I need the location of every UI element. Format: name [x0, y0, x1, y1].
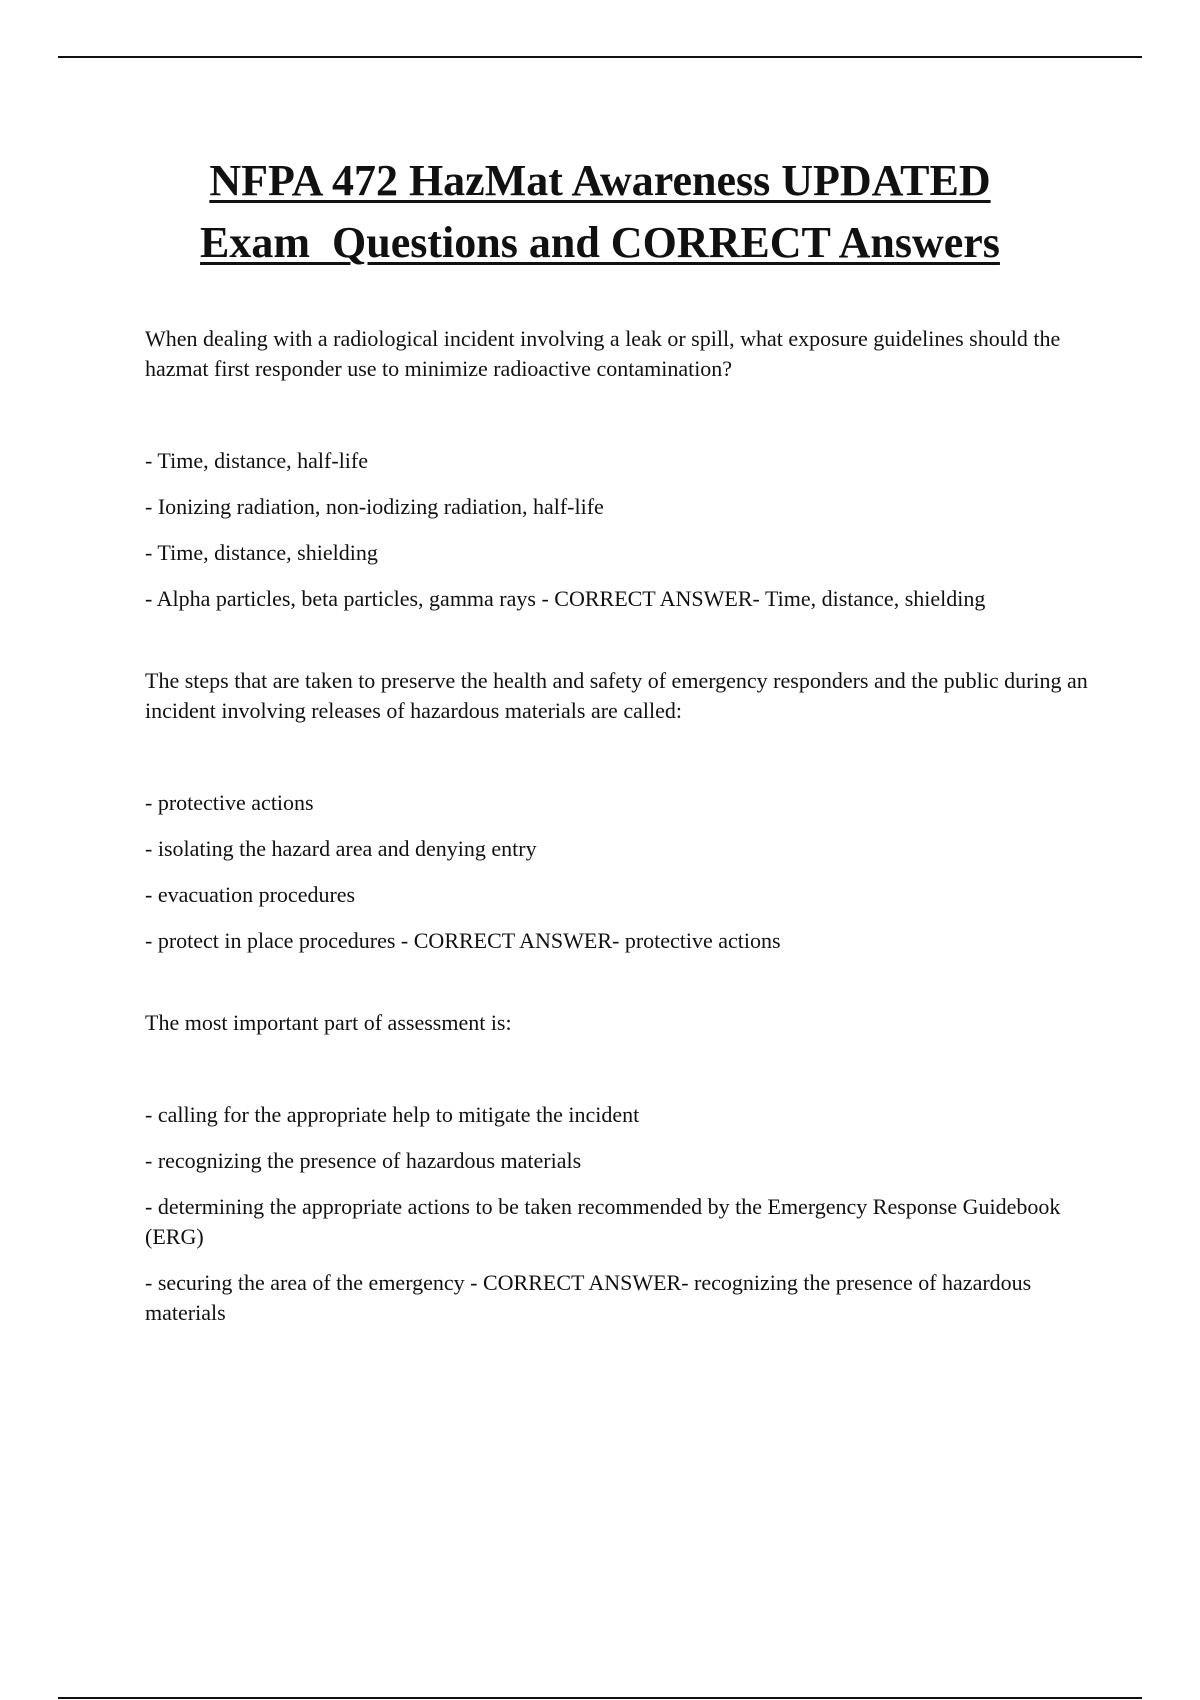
answer-option: - Time, distance, half-life	[145, 448, 369, 473]
question-block	[145, 666, 1095, 956]
answer-option: - calling for the appropriate help to mitigate the incident	[145, 1102, 640, 1127]
answer-option: - Ionizing radiation, non-iodizing radiation, half-life	[145, 494, 604, 519]
top-rule	[58, 56, 1142, 58]
answer-option: - determining the appropriate actions to be taken recommended by the Emergency Response Guidebook (ERG)	[145, 1194, 1061, 1249]
answer-option: - Alpha particles, beta particles, gamma rays - CORRECT ANSWER- Time, distance, shielding	[145, 586, 986, 611]
answer-option: - protect in place procedures - CORRECT ANSWER- protective actions	[145, 928, 781, 953]
question-text: When dealing with a radiological incident involving a leak or spill, what exposure guidelines should the hazmat first responder use to minimize radioactive contamination?	[145, 326, 1061, 381]
question-text: The most important part of assessment is:	[145, 1010, 512, 1035]
answer-option: - evacuation procedures	[145, 882, 356, 907]
title-line-1: NFPA 472 HazMat Awareness UPDATED	[209, 156, 991, 205]
title-line-2: Exam Questions and CORRECT Answers	[200, 218, 1000, 267]
document-title	[100, 150, 1100, 274]
answer-option: - securing the area of the emergency - CORRECT ANSWER- recognizing the presence of hazardous materials	[145, 1270, 1032, 1325]
question-block	[145, 1008, 1095, 1328]
question-list	[145, 324, 1095, 1328]
answer-option: - Time, distance, shielding	[145, 540, 378, 565]
answer-option: - protective actions	[145, 790, 314, 815]
question-text: The steps that are taken to preserve the health and safety of emergency responders and the public during an incident involving releases of hazardous materials are called:	[145, 668, 1088, 723]
answer-option: - recognizing the presence of hazardous materials	[145, 1148, 582, 1173]
question-block	[145, 324, 1095, 614]
answer-option: - isolating the hazard area and denying entry	[145, 836, 537, 861]
bottom-rule	[58, 1697, 1142, 1699]
